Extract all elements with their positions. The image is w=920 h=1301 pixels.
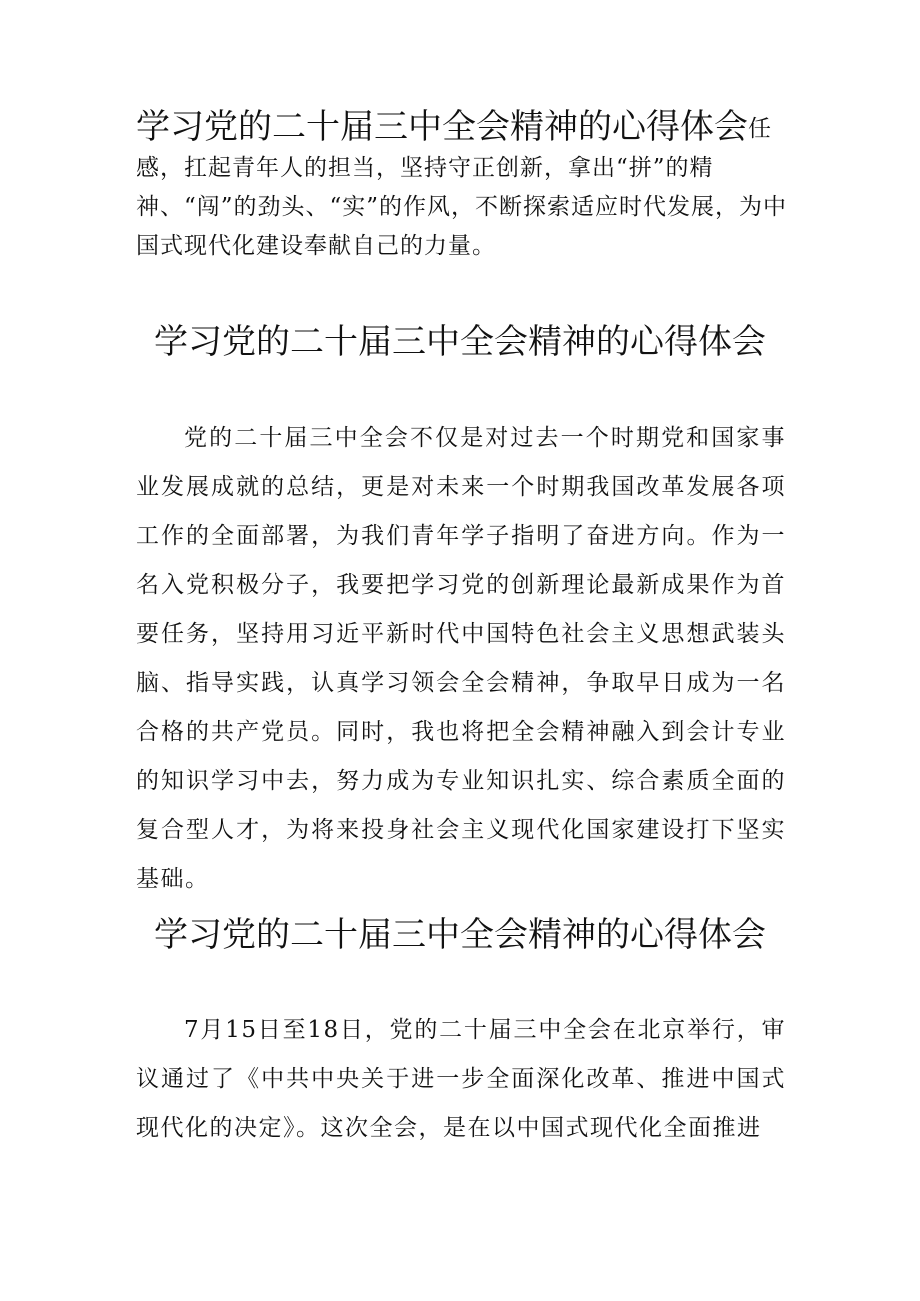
section-heading: 学习党的二十届三中全会精神的心得体会 xyxy=(154,915,766,955)
section-body: 7月15日至18日，党的二十届三中全会在北京举行，审议通过了《中共中央关于进一步全面深化改革、推进中国式现代化的决定》。这次全会，是在以中国式现代化全面推进 xyxy=(136,1017,786,1141)
intro-inline-title: 学习党的二十届三中全会精神的心得体会 xyxy=(136,107,748,147)
section-body: 党的二十届三中全会不仅是对过去一个时期党和国家事业发展成就的总结，更是对未来一个时期我国改革发展各项工作的全面部署，为我们青年学子指明了奋进方向。作为一名入党积极分子，我要把学习党的创新理论最新成果作为首要任务，坚持用习近平新时代中国特色社会主义思想武装头脑、指导实践，认真学习领会全会精神，争取早日成为一名合格的共产党员。同时，我也将把全会精神融入到会计专业的知识学习中去，努力成为专业知识扎实、综合素质全面的复合型人才，为将来投身社会主义现代化国家建设打下坚实基础。 xyxy=(136,425,786,892)
intro-paragraph xyxy=(136,108,796,266)
intro-text: 任感，扛起青年人的担当，坚持守正创新，拿出“拼”的精神、“闯”的劲头、“实”的作风，不断探索适应时代发展，为中国式现代化建设奉献自己的力量。 xyxy=(136,116,788,259)
section-heading: 学习党的二十届三中全会精神的心得体会 xyxy=(154,322,766,362)
